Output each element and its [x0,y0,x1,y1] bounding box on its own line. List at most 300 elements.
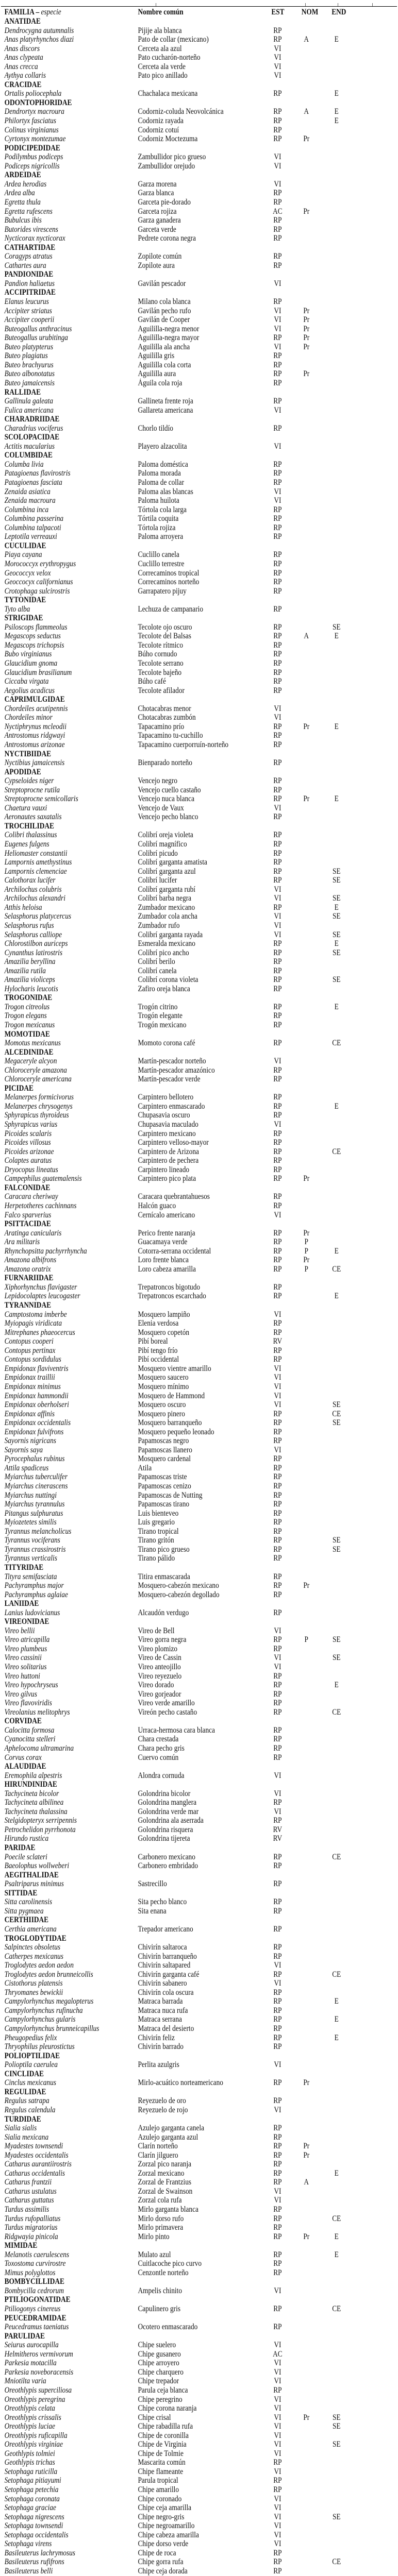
common-name: Colibrí canela [138,966,177,975]
est-status: RP [273,505,282,514]
est-status: RP [273,1943,282,1952]
species-name: Empidonax flaviventris [4,1364,69,1373]
common-name: Atila [138,1463,152,1472]
common-name: Carpintero mexicano [138,1129,196,1138]
est-status: VI [274,2105,281,2114]
species-name: Thryomanes bewickii [4,1988,63,1997]
table-top-rule [1,6,397,7]
common-name: Mascarita común [138,2458,186,2467]
common-name: Tirano gritón [138,1536,174,1545]
est-status: RP [273,984,282,993]
common-name: Mosquero oscuro [138,1400,186,1410]
species-name: Aegolius acadicus [4,686,55,695]
common-name: Papamoscas tirano [138,1500,190,1509]
est-status: VI [274,1979,281,1988]
common-name: Perlita azulgris [138,2060,179,2070]
nom-status: Pr [303,2232,310,2241]
species-name: Basileuterus rufifrons [4,2557,64,2567]
common-name: Trogón citrino [138,1002,178,1011]
common-name: Chipe de coronilla [138,2431,189,2440]
common-name: Carbonero embridado [138,1861,198,1871]
species-name: Megaceryle alcyon [4,1057,57,1066]
species-name: Turdus assimilis [4,2205,49,2214]
common-name: Colibrí magnífico [138,840,187,849]
species-name: Regulus satrapa [4,2096,49,2106]
common-name: Pato de collar (mexicano) [138,35,209,44]
family-name: PARIDAE [4,1843,36,1852]
species-name: Myiarchus cinerascens [4,1482,68,1491]
species-name: Campylorhynchus megalopterus [4,1997,94,2006]
species-name: Buteo brachyurus [4,360,54,369]
common-name: Tecolote del Balsas [138,632,191,641]
species-name: Melanotis caerulescens [4,2250,70,2259]
common-name: Zorzal pico naranja [138,2160,192,2169]
common-name: Tecolote bajeño [138,668,182,677]
family-name: TROGLODYTIDAE [4,1934,67,1943]
species-name: Ptiliogonys cinereus [4,2304,61,2314]
est-status: RP [273,1355,282,1364]
common-name: Matraca barrada [138,1997,183,2006]
species-name: Chordeiles minor [4,713,53,722]
species-name: Troglodytes aedon brunneicollis [4,1970,93,1979]
est-status: VI [274,2377,281,2386]
species-name: Mitrephanes phaeocercus [4,1328,75,1337]
est-status: RP [273,2042,282,2052]
common-name: Chipe de Virginia [138,2440,187,2449]
common-name: Aguililla-negra mayor [138,333,200,343]
common-name: Papamoscas negro [138,1436,189,1446]
common-name: Chipe rabadilla rufa [138,2422,193,2431]
family-name: TROGONIDAE [4,993,53,1003]
species-name: Oreothlypis crissalis [4,2413,61,2422]
common-name: Caracara quebrantahuesos [138,1192,210,1201]
est-status: RP [273,975,282,985]
end-status: E [334,2015,339,2024]
species-name: Basileuterus lachrymosus [4,2548,75,2557]
species-name: Buteo albonotatus [4,369,55,379]
est-status: VI [274,2413,281,2422]
common-name: Tapacamino tu-cuchillo [138,731,203,740]
species-name: Baeolophus wollweberi [4,1861,70,1871]
nom-status: P [304,1635,308,1645]
est-status: VI [274,2404,281,2413]
species-name: Gallinula galeata [4,397,54,406]
common-name: Chara crestada [138,1735,179,1744]
common-name: Mirlo primavera [138,2223,184,2232]
species-name: Columbina inca [4,505,49,514]
end-status: CE [332,1852,341,1861]
end-status: E [334,1246,339,1256]
species-name: Picoides villosus [4,1138,51,1147]
species-name: Sialia sialis [4,2124,37,2133]
end-status: SE [332,622,341,632]
est-status: RP [273,876,282,885]
end-status: CE [332,1409,341,1418]
common-name: Vencejo cuello castaño [138,785,201,794]
common-name: Pibí tengo frío [138,1346,178,1355]
species-name: Empidonax affinis [4,1409,55,1418]
species-name: Sialia mexicana [4,2132,49,2142]
end-status: E [334,89,339,98]
common-name: Urraca-hermosa cara blanca [138,1725,215,1735]
est-status: RP [273,1093,282,1102]
species-name: Herpetotheres cachinnans [4,1201,77,1210]
common-name: Chotacabras zumbón [138,713,196,722]
family-name: PSITTACIDAE [4,1219,51,1229]
species-name: Streptoprocne rutila [4,785,60,794]
family-name: TYRANNIDAE [4,1301,51,1310]
est-status: RP [273,1816,282,1825]
species-name: Amazona oratrix [4,1264,51,1274]
common-name: Cotorra-serrana occidental [138,1246,211,1256]
common-name: Carbonero mexicano [138,1852,195,1861]
common-name: Vencejo de Vaux [138,803,184,812]
nom-status: Pr [303,1174,310,1183]
est-status: RP [273,858,282,867]
est-status: RP [273,460,282,469]
species-name: Accipiter striatus [4,306,52,315]
common-name: Golondrina verde mar [138,1807,199,1816]
est-status: VI [274,2367,281,2377]
est-status: RP [273,1681,282,1690]
species-name: Egretta thula [4,197,41,207]
species-name: Amazona albifrons [4,1256,57,1265]
species-name: Tachycineta albilinea [4,1798,64,1807]
est-status: RP [273,1743,282,1753]
species-name: Lepidocolaptes leucogaster [4,1292,80,1301]
species-name: Mniotilta varia [4,2377,46,2386]
family-name: POLIOPTILIDAE [4,2051,60,2060]
est-status: RP [273,89,282,98]
species-name: Archilochus alexandri [4,894,65,903]
common-name: Trepador americano [138,1924,193,1934]
common-name: Vireo verde amarillo [138,1699,195,1708]
common-name: Carpintero velloso-mayor [138,1138,209,1147]
est-status: RP [273,758,282,768]
est-status: RP [273,1409,282,1418]
family-name: PARULIDAE [4,2331,45,2341]
est-status: RP [273,1021,282,1029]
est-status: RP [273,216,282,225]
est-status: RP [273,2557,282,2567]
est-status: RP [273,2214,282,2223]
common-name: Aguililla-negra menor [138,324,200,333]
est-status: RP [273,1418,282,1428]
est-status: RP [273,2015,282,2024]
family-name: ANATIDAE [4,17,41,26]
est-status: RP [273,1039,282,1048]
common-name: Tecolote serrano [138,659,184,668]
nom-status: Pr [303,2078,310,2088]
est-status: RP [273,794,282,804]
est-status: RP [273,1707,282,1717]
common-name: Carpintero pico plata [138,1174,196,1183]
species-name: Calocitta formosa [4,1725,55,1735]
common-name: Tirano pálido [138,1554,175,1563]
nom-status: P [304,1246,308,1256]
species-name: Chlorostilbon auriceps [4,939,68,948]
common-name: Parula ceja blanca [138,2385,188,2395]
common-name: Ocotero enmascarado [138,2323,198,2332]
species-name: Empidonax oberholseri [4,1400,69,1410]
est-status: RP [273,686,282,695]
species-name: Caracara cheriway [4,1192,58,1201]
est-status: RP [273,1536,282,1545]
family-name: FURNARIIDAE [4,1274,54,1283]
family-name: BOMBYCILLIDAE [4,2277,64,2286]
common-name: Mirlo-acuático norteamericano [138,2078,223,2088]
species-name: Zenaida macroura [4,496,56,505]
est-status: RP [273,1970,282,1979]
family-name: CAPRIMULGIDAE [4,695,65,704]
est-status: RP [273,2485,282,2495]
est-status: RP [273,2078,282,2088]
common-name: Carpintero lineado [138,1165,190,1174]
species-name: Vireo huttoni [4,1671,40,1681]
species-name: Parkesia motacilla [4,2359,57,2368]
common-name: Martín-pescador amazónico [138,1065,215,1075]
nom-status: A [304,35,309,44]
end-status: SE [332,2440,341,2449]
est-status: RP [273,2006,282,2015]
common-name: Zopilote aura [138,261,175,270]
common-name: Sita pecho blanco [138,1897,187,1907]
common-name: Chupasavia oscuro [138,1111,190,1120]
common-name: Correcaminos norteño [138,578,200,587]
est-status: VI [274,405,281,415]
header-est: EST [271,8,285,16]
common-name: Chipe peregrino [138,2395,183,2404]
common-name: Vireo plomizo [138,1644,178,1653]
est-status: RP [273,622,282,632]
common-name: Aguililla gris [138,351,175,361]
common-name: Garceta rojiza [138,207,177,216]
common-name: Matraca serrana [138,2015,182,2024]
nom-status: Pr [303,207,310,216]
est-status: RP [273,1753,282,1762]
species-name: Peucedramus taeniatus [4,2323,69,2332]
species-name: Picoides arizonae [4,1147,54,1156]
nom-status: Pr [303,306,310,315]
est-status: RP [273,234,282,243]
species-name: Heliomaster constantii [4,849,68,858]
header-nom: NOM [301,8,319,16]
species-name: Amazilia rutila [4,966,46,975]
est-status: RP [273,1138,282,1147]
family-name: TURDIDAE [4,2114,41,2124]
end-status: SE [332,912,341,921]
species-name: Tyrannus melancholicus [4,1527,72,1536]
common-name: Chipe flameante [138,2467,184,2476]
species-name: Coragyps atratus [4,252,53,261]
est-status: VI [274,912,281,921]
common-name: Parula tropical [138,2476,178,2485]
est-status: RP [273,1572,282,1581]
est-status: RP [273,2385,282,2395]
est-status: RP [273,1924,282,1934]
species-name: Vireo cassinii [4,1653,42,1663]
species-name: Oreothlypis luciae [4,2422,55,2431]
est-status: RP [273,1472,282,1482]
common-name: Mosquero lampiño [138,1310,190,1319]
end-status: SE [332,2512,341,2521]
species-name: Anas platyrhynchos diazi [4,35,74,44]
family-name: CERTHIIDAE [4,1916,49,1925]
common-name: Mulato azul [138,2250,171,2259]
est-status: RP [273,360,282,369]
common-name: Mosquero pinero [138,1409,185,1418]
est-status: RP [273,252,282,261]
est-status: VI [274,1210,281,1219]
est-status: VI [274,2467,281,2476]
est-status: VI [274,2440,281,2449]
common-name: Colibrí picudo [138,849,178,858]
species-name: Turdus rufopalliatus [4,2214,61,2223]
common-name: Chipe amarillo [138,2485,179,2495]
common-name: Vireo de Bell [138,1626,175,1635]
est-status: RP [273,1798,282,1807]
common-name: Chotacabras menor [138,704,191,713]
common-name: Pedrete corona negra [138,234,196,243]
common-name: Tapacamino cuerporruín-norteño [138,740,229,749]
species-name: Geothlypis trichas [4,2458,55,2467]
family-name: PTILIOGONATIDAE [4,2295,71,2304]
est-status: VI [274,2539,281,2549]
common-name: Carpintero de Arizona [138,1147,199,1156]
species-name: Empidonax fulvifrons [4,1427,64,1436]
species-name: Sphyrapicus thyroideus [4,1111,69,1120]
common-name: Trogón mexicano [138,1021,187,1029]
common-name: Chipe de Tolmie [138,2449,184,2458]
species-name: Vireo plumbeus [4,1644,47,1653]
family-name: COLUMBIDAE [4,451,53,460]
common-name: Vireo gorra negra [138,1635,187,1645]
species-name: Catharus aurantiirostris [4,2160,72,2169]
est-status: RP [273,378,282,387]
est-status: RP [273,1264,282,1274]
end-status: E [334,107,339,116]
common-name: Gavilán de Cooper [138,315,190,325]
species-name: Selasphorus rufus [4,921,54,930]
family-name: ALAUDIDAE [4,1762,46,1771]
est-status: RP [273,849,282,858]
species-name: Patagioenas fasciata [4,478,62,487]
species-name: Aphelocoma ultramarina [4,1743,74,1753]
est-status: VI [274,2395,281,2404]
est-status: RP [273,2142,282,2151]
common-name: Zorzal cola rufa [138,2196,182,2205]
est-status: VI [274,2422,281,2431]
header-familia-label: FAMILIA – [4,8,41,16]
species-name: Amazilia violiceps [4,975,55,985]
species-name: Sitta carolinensis [4,1897,53,1907]
est-status: RP [273,2232,282,2241]
species-name: Nycticorax nycticorax [4,234,65,243]
species-name: Columbina passerina [4,514,64,523]
common-name: Codorniz rayada [138,116,184,126]
species-name: Psaltriparus minimus [4,1879,64,1889]
species-name: Empidonax minimus [4,1382,61,1391]
species-name: Buteo jamaicensis [4,378,55,387]
common-name: Chipe gorra rufa [138,2557,184,2567]
nom-status: P [304,1264,308,1274]
common-name: Garza morena [138,179,177,189]
species-name: Catharus ustulatus [4,2187,57,2196]
est-status: RP [273,1165,282,1174]
est-status: RP [273,2304,282,2314]
est-status: RP [273,1256,282,1265]
common-name: Zumbador mexicano [138,903,195,912]
species-name: Calothorax lucifer [4,876,56,885]
est-status: RP [273,116,282,126]
species-name: Cyanocitta stelleri [4,1735,56,1744]
est-status: RP [273,1282,282,1292]
species-name: Selasphorus platycercus [4,912,72,921]
species-name: Pyrocephalus rubinus [4,1454,65,1464]
species-name: Buteo platypterus [4,342,54,351]
common-name: Búho cornudo [138,650,177,659]
species-name: Nyctibius jamaicensis [4,758,65,768]
species-name: Atthis heloisa [4,903,42,912]
est-status: VI [274,44,281,53]
common-name: Halcón guaco [138,1201,176,1210]
common-name: Papamoscas cenizo [138,1482,191,1491]
species-name: Myiarchus nuttingi [4,1490,57,1500]
est-status: RP [273,1436,282,1446]
est-status: RP [273,225,282,234]
end-status: CE [332,2304,341,2314]
common-name: Titira enmascarada [138,1572,190,1581]
est-status: RP [273,423,282,433]
species-name: Anas crecca [4,62,38,71]
common-name: Tórtila coquita [138,514,179,523]
species-name: Pheugopedius felix [4,2033,57,2042]
est-status: RP [273,369,282,379]
est-status: RP [273,1527,282,1536]
species-name: Catherpes mexicanus [4,1952,63,1961]
species-name: Crotophaga sulcirostris [4,586,70,596]
est-status: VI [274,1364,281,1373]
common-name: Chipe corona naranja [138,2404,197,2413]
species-name: Catharus guttatus [4,2196,54,2205]
species-name: Columbina talpacoti [4,523,61,532]
common-name: Martín-pescador norteño [138,1057,206,1066]
species-name: Sayornis nigricans [4,1436,56,1446]
common-name: Golondrina risquera [138,1825,193,1834]
est-status: VI [274,2431,281,2440]
species-name: Toxostoma curvirostre [4,2259,66,2268]
common-name: Mosquero vientre amarillo [138,1364,211,1373]
species-name: Corvus corax [4,1753,42,1762]
est-status: RP [273,831,282,840]
species-name: Petrochelidon pyrrhonota [4,1825,76,1834]
est-status: VI [274,921,281,930]
common-name: Vireo reyezuelo [138,1671,182,1681]
est-status: RP [273,189,282,198]
species-name: Oreothlypis ruficapilla [4,2431,68,2440]
est-status: RP [273,1156,282,1165]
est-status: VI [274,2449,281,2458]
est-status: RP [273,1075,282,1084]
common-name: Colibrí oreja violeta [138,831,193,840]
column-tick [305,3,306,6]
common-name: Colibrí barba negra [138,894,192,903]
species-name: Setophaga nigrescens [4,2512,64,2521]
est-status: RP [273,568,282,578]
species-name: Cinclus mexicanus [4,2078,56,2088]
common-name: Perico frente naranja [138,1228,195,1238]
common-name: Vencejo nuca blanca [138,794,195,804]
